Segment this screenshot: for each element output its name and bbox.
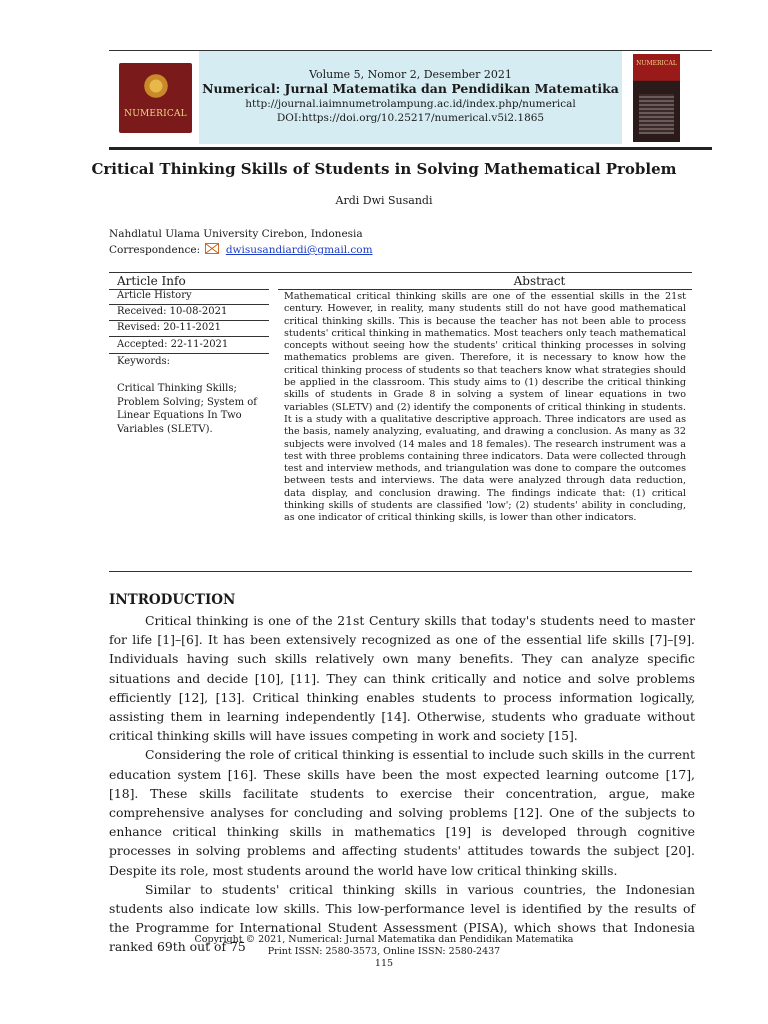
keywords-label: Keywords: <box>117 356 171 367</box>
abstract-text: Mathematical critical thinking skills are one of the essential skills in the 21st century. However, in reality, many students still do not have good mathematical critical thinking skills. This is because the teacher has not been able to process students' critical thinking in mathematics. Most teachers only teach mathematical concepts without seeing how the students' critical thinking processes in solving mathematics problems are given. Therefore, it is necessary to know how the critical thinking process of students so that teachers know what strategies should be applied in the classroom. This study aims to (1) describe the critical thinking skills of students in Grade 8 in solving a system of linear equations in two variables (SLETV) and (2) identify the components of critical thinking in students. It is a study with a qualitative descriptive approach. Three indicators are used as the basis, namely analyzing, evaluating, and drawing a conclusion. As many as 32 subjects were involved (14 males and 18 females). The research instrument was a test with three problems containing three indicators. Data were collected through test and interview methods, and triangulation was done to compare the outcomes between tests and interviews. The data were analyzed through data reduction, data display, and conclusion drawing. The findings indicate that: (1) critical thinking skills of students are classified 'low'; (2) students' ability in concluding, as one indicator of critical thinking skills, is lower than other indicators. <box>284 291 686 524</box>
article-info-table <box>109 272 692 572</box>
email-link[interactable]: dwisusandiardi@gmail.com <box>225 244 373 256</box>
received-date: Received: 10-08-2021 <box>117 306 228 317</box>
journal-logo <box>119 63 192 133</box>
author-name: Ardi Dwi Susandi <box>335 194 433 207</box>
logo-text: NUMERICAL <box>124 109 187 119</box>
cover-title: NUMERICAL <box>636 60 677 67</box>
divider <box>278 289 692 290</box>
correspondence-label: Correspondence: <box>109 244 201 256</box>
doi-line[interactable]: DOI:https://doi.org/10.25217/numerical.v5i2.1865 <box>276 112 545 124</box>
article-history-label: Article History <box>117 290 192 301</box>
section-heading-introduction: INTRODUCTION <box>109 592 236 608</box>
journal-url[interactable]: http://journal.iaimnumetrolampung.ac.id/index.php/numerical <box>245 98 576 110</box>
journal-cover-image <box>633 54 680 142</box>
paragraph: Critical thinking is one of the 21st Century skills that today's students need to master for life [1]–[6]. It has been extensively recognized as one of the essential life skills [7]–[9]. Individuals having such skills relatively own many benefits. They can analyze specific situations and decide [10], [11]. They can think critically and notice and solve problems efficiently [12], [13]. Critical thinking enables students to process information logically, assisting them in learning independently [14]. Otherwise, students who graduate without critical thinking skills will have issues competing in work and society [15]. <box>109 613 695 744</box>
flower-logo-icon <box>141 71 171 101</box>
copyright-line: Copyright © 2021, Numerical: Jurnal Matematika dan Pendidikan Matematika <box>194 934 574 945</box>
divider <box>109 320 269 321</box>
issn-line: Print ISSN: 2580-3573, Online ISSN: 2580-2437 <box>267 946 501 957</box>
article-title: Critical Thinking Skills of Students in Solving Mathematical Problem <box>91 160 677 178</box>
revised-date: Revised: 20-11-2021 <box>117 322 221 333</box>
journal-name: Numerical: Jurnal Matematika dan Pendidikan Matematika <box>202 81 619 96</box>
keywords-text: Critical Thinking Skills; Problem Solving; System of Linear Equations In Two Variables (SLETV). <box>117 383 257 435</box>
volume-line: Volume 5, Nomor 2, Desember 2021 <box>309 68 512 81</box>
cover-decoration <box>639 94 674 134</box>
journal-info-band <box>199 51 622 144</box>
mail-icon <box>205 243 219 254</box>
correspondence <box>109 242 373 256</box>
introduction-body <box>109 611 695 957</box>
affiliation: Nahdlatul Ulama University Cirebon, Indonesia <box>109 228 363 240</box>
abstract-heading: Abstract <box>513 274 566 288</box>
divider <box>109 353 269 354</box>
page-number: 115 <box>374 958 394 969</box>
journal-header <box>109 50 712 150</box>
paragraph: Similar to students' critical thinking skills in various countries, the Indonesian students also indicate low skills. This low-performance level is identified by the results of the Programme for International Student Assessment (PISA), which shows that Indonesia ranked 69th out of 75 <box>109 881 695 955</box>
divider <box>109 304 269 305</box>
divider <box>109 336 269 337</box>
article-info-heading: Article Info <box>117 274 186 288</box>
paragraph: Considering the role of critical thinking is essential to include such skills in the current education system [16]. These skills have been the most expected learning outcome [17], [18]. These skills facilitate students to exercise their concentration, argue, make comprehensive analyses for concluding and solving problems [12]. One of the subjects to enhance critical thinking skills in mathematics [19] is developed through cognitive processes in solving problems and affecting students' attitudes towards the subject [20]. Despite its role, most students around the world have low critical thinking skills. <box>109 747 695 878</box>
page-footer <box>0 934 768 970</box>
accepted-date: Accepted: 22-11-2021 <box>117 339 229 350</box>
